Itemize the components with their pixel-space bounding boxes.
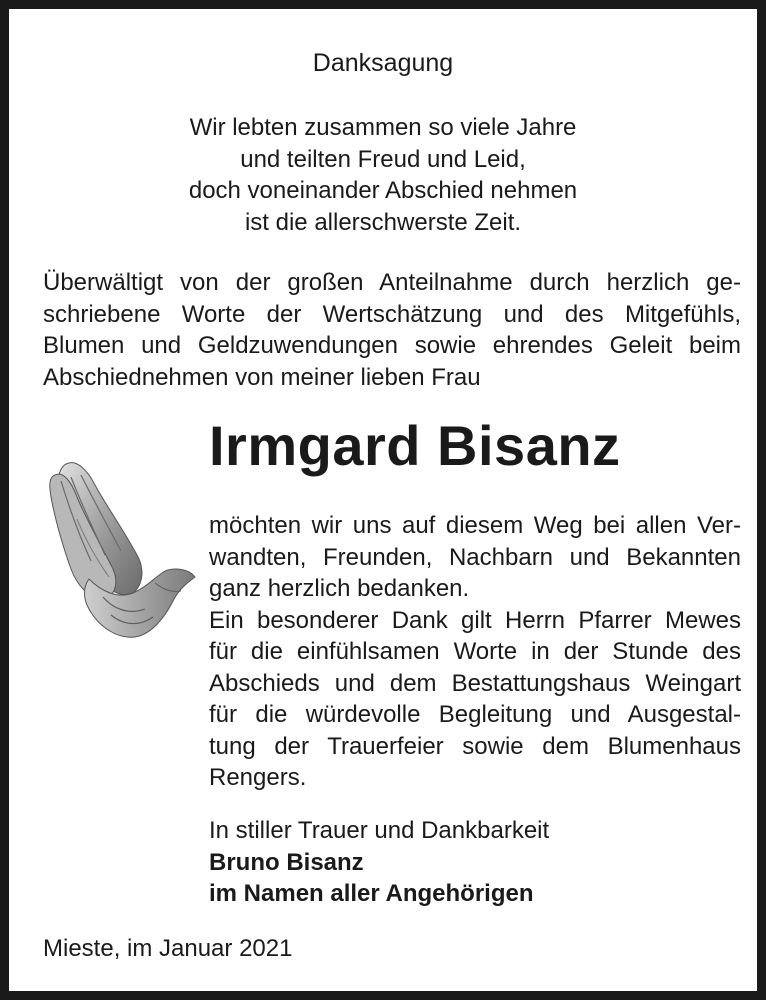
poem-line: und teilten Freud und Leid, [240, 145, 526, 173]
praying-hands-icon [47, 459, 197, 641]
poem-line: Wir lebten zusammen so viele Jahre [189, 114, 577, 141]
deceased-name: Irmgard Bisanz [209, 414, 621, 477]
intro-paragraph [43, 267, 741, 393]
thanks-line: Rengers. [209, 764, 307, 791]
poem-line: doch voneinander Abschied nehmen [188, 177, 578, 204]
thanks-line: möchten wir uns auf diesem Weg bei allen Ver- [209, 512, 741, 539]
thanks-line: Abschieds und dem Bestattungshaus Weingart [209, 669, 741, 697]
intro-line: Abschiednehmen von meiner lieben Frau [43, 363, 481, 391]
thanks-line: für die würdevolle Begleitung und Ausgestal- [209, 701, 741, 728]
poem [9, 112, 757, 238]
closing-line: In stiller Trauer und Dankbarkeit [209, 817, 550, 844]
place-date: Mieste, im Januar 2021 [43, 935, 293, 962]
closing-block [209, 815, 549, 910]
family-line: im Namen aller Angehörigen [209, 880, 534, 907]
thanks-line: ganz herzlich bedanken. [209, 575, 470, 602]
intro-line: Überwältigt von der großen Anteilnahme durch herzlich ge- [43, 269, 741, 296]
signer-name: Bruno Bisanz [209, 848, 364, 876]
thanks-line: Ein besonderer Dank gilt Herrn Pfarrer Mewes [209, 606, 741, 634]
intro-line: Blumen und Geldzuwendungen sowie ehrendes Geleit beim [43, 332, 741, 359]
thanks-line: wandten, Freunden, Nachbarn und Bekannten [209, 543, 741, 571]
heading: Danksagung [312, 49, 454, 77]
intro-line: schriebene Worte der Wertschätzung und des Mitgefühls, [43, 300, 741, 328]
poem-line: ist die allerschwerste Zeit. [244, 208, 522, 236]
thanks-paragraph [209, 510, 741, 794]
thanks-line: tung der Trauerfeier sowie dem Blumenhaus [209, 732, 741, 760]
thanks-line: für die einfühlsamen Worte in der Stunde des [209, 638, 741, 665]
